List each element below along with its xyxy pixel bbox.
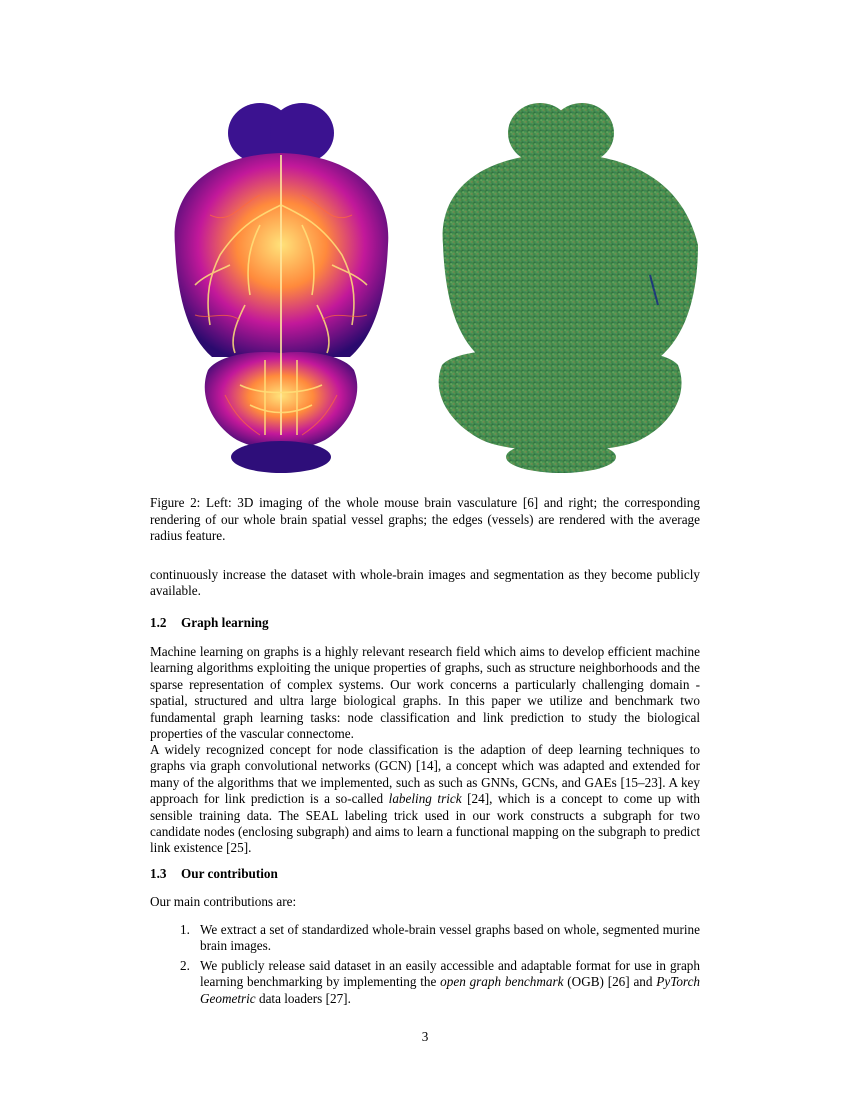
section-title: Graph learning: [181, 615, 269, 630]
section-heading-1-2: [150, 615, 269, 631]
list-item: 1. We extract a set of standardized whole-brain vessel graphs based on whole, segmented murine brain images.: [180, 922, 700, 954]
vessel-graph-render: [439, 103, 698, 473]
figure-2: [150, 95, 700, 480]
section-heading-1-3: [150, 866, 278, 882]
paragraph-graph-learning: Machine learning on graphs is a highly relevant research field which aims to develop efficient machine learning algorithms exploiting the unique properties of graphs, such as structure neighborhoods and the sparse representation of complex systems. Our work concerns a particularly challenging domain - spatial, structured and ultra large biological graphs. In this paper we utilize and benchmark two fundamental graph learning tasks: node classification and link prediction to study the biological properties of the vascular connectome.: [150, 644, 700, 742]
section-number: 1.3: [150, 866, 167, 881]
paragraph-contributions: Our main contributions are:: [150, 894, 297, 909]
section-title: Our contribution: [181, 866, 278, 881]
paragraph-gcn: A widely recognized concept for node classification is the adaption of deep learning techniques to graphs via graph convolutional networks (GCN) [14], a concept which was adapted and extended for many of the algorithms that we implemented, such as such as GNNs, GCNs, and GAEs [15–23]. A key approach for link prediction is a so-called labeling trick [24], which is a concept to come up with sensible training data. The SEAL labeling trick used in our work constructs a subgraph for two candidate nodes (enclosing subgraph) and aims to learn a functional mapping on the subgraph to predict link existence [25].: [150, 742, 700, 856]
list-item: 2. We publicly release said dataset in an easily accessible and adaptable format for use in graph learning benchmarking by implementing the open graph benchmark (OGB) [26] and PyTorch Geometric data loaders [27].: [180, 958, 701, 1006]
vasculature-image: [175, 103, 389, 473]
paragraph-continue: continuously increase the dataset with whole-brain images and segmentation as they become publicly available.: [150, 567, 700, 599]
figure-caption: Figure 2: Left: 3D imaging of the whole mouse brain vasculature [6] and right; the corresponding rendering of our whole brain spatial vessel graphs; the edges (vessels) are rendered with the average radius feature.: [150, 495, 700, 543]
page-number: 3: [421, 1029, 429, 1044]
section-number: 1.2: [150, 615, 167, 630]
